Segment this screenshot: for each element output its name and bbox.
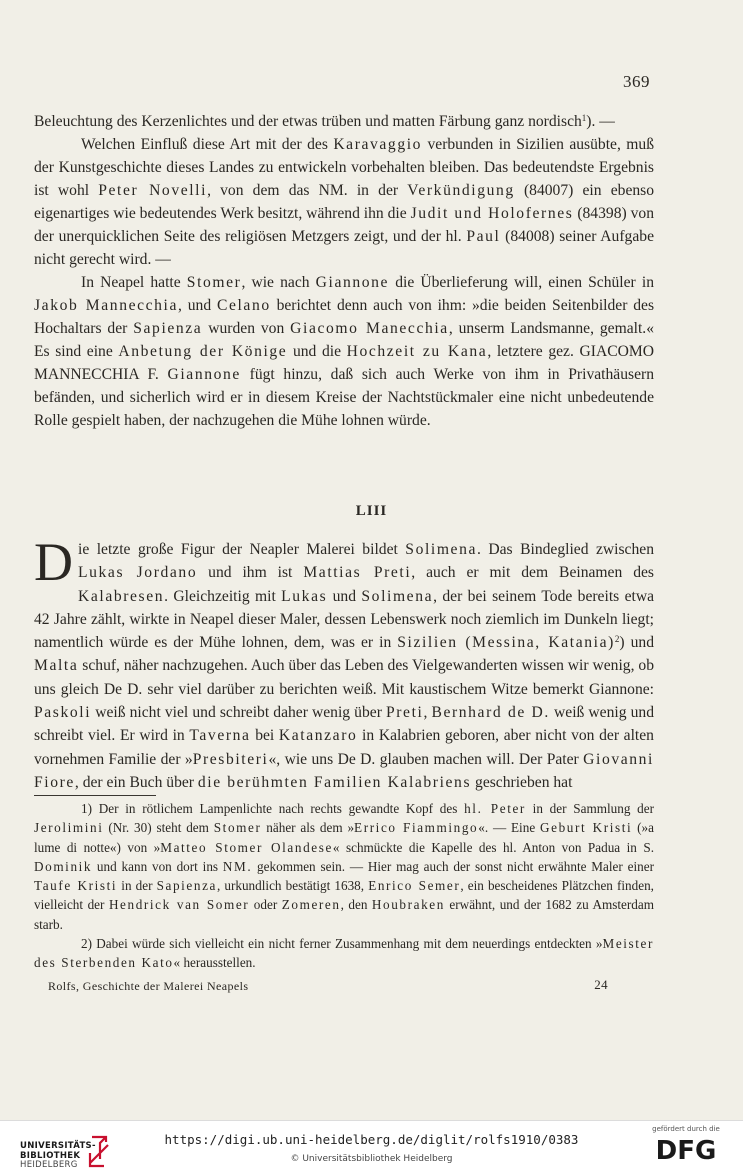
library-name-line2: BIBLIOTHEK <box>20 1150 81 1161</box>
footnote-ref-2[interactable]: 2 <box>614 634 620 645</box>
section-heading: LIII <box>355 503 388 519</box>
section-text <box>34 532 655 794</box>
paragraph-1: Beleuchtung des Kerzenlichtes und der etwas trüben und matten Färbung ganz nordisch$^1$). — <box>34 113 615 130</box>
signature-mark: 24 <box>594 977 608 992</box>
footnote-ref-1[interactable]: 1 <box>581 113 587 123</box>
drop-cap: D <box>34 532 73 592</box>
permalink-url[interactable]: https://digi.ub.uni-heidelberg.de/diglit/rolfs1910/0383 <box>164 1132 579 1147</box>
viewer-footer-bar <box>0 1120 743 1173</box>
footnotes <box>34 799 654 973</box>
footnote-1: 1) Der in rötlichem Lampenlichte nach rechts gewandte Kopf des hl. Peter in der Sammlung der Jerolimini (Nr. 30) steht dem Stomer näher als dem »Errico Fiammingo«. — Eine Geburt Kristi (»a lume di notte«) von »Matteo Stomer Olandese« schmückte die Kapelle des hl. Anton von Padua in S. Dominik und kann von dort ins NM. gekommen sein. — Hier mag auch der sonst nicht erwähnte Maler einer Taufe Kristi in der Sapienza, urkundlich bestätigt 1638, Enrico Semer, ein bescheidenes Plätzchen finden, vielleicht der Hendrick van Somer oder Zomeren, den Houbraken erwähnt, und der 1682 zu Amsterdam starb. <box>34 801 654 932</box>
funder-logo[interactable] <box>641 1125 731 1163</box>
section-paragraph: Die letzte große Figur der Neapler Malerei bildet Solimena. Das Bindeglied zwischen Lukas Jordano und ihm ist Mattias Preti, auch er mit dem Beinamen des Kalabresen. Gleichzeitig mit Lukas und Solimena, der bei seinem Tode bereits etwa 42 Jahre zählt, wirkte in Neapel dieser Maler, dessen Lebenswerk noch ziemlich im Dunkeln liegt; namentlich würde es der Mühe lohnen, dem, was er in Sizilien (Messina, Katania)$^2$) und Malta schuf, näher nachzugehen. Auch über das Leben des Vielgewanderten wissen wir wenig, ob uns gleich De D. sehr viel darüber zu berichten weiß. Mit kaustischem Witze bemerkt Giannone: Paskoli weiß nicht viel und schreibt daher wenig über Preti, Bernhard de D. weiß wenig und schreibt viel. Er wird in Taverna bei Katanzaro in Kalabrien geboren, aber nicht von der alten vornehmen Familie der »Presbiteri«, wie uns De D. glauben machen will. Der Pater Giovanni Fiore, der ein Buch über die berühmten Familien Kalabriens geschrieben hat <box>34 532 655 791</box>
funder-note: gefördert durch die <box>652 1125 720 1133</box>
paragraph-2: Welchen Einfluß diese Art mit der des Karavaggio verbunden in Sizilien ausübte, muß der Kunstgeschichte dieses Landes zu entwickeln vorbehalten bleiben. Das bedeutendste Ergebnis ist wohl Peter Novelli, von dem das NM. in der Verkündigung (84007) ein ebenso eigenartiges wie bedeutendes Werk besitzt, während ihn die Judit und Holofernes (84398) von der unerquicklichen Seite des religiösen Metzgers zeigt, und der hl. Paul (84008) seiner Aufgabe nicht gerecht wird. — <box>34 136 655 268</box>
library-name-line1: UNIVERSITÄTS- <box>20 1141 96 1151</box>
page-footer <box>48 979 608 994</box>
paragraph-3: In Neapel hatte Stomer, wie nach Giannone die Überlieferung will, einen Schüler in Jakob Mannecchia, und Celano berichtet denn auch von ihm: »die beiden Seitenbilder des Hochaltars der Sapienza wurden von Giacomo Manecchia, unserm Landsmanne, gemalt.« Es sind eine Anbetung der Könige und die Hochzeit zu Kana, letztere gez. GIACOMO MANNECCHIA F. Giannone fügt hinzu, daß sich auch Werke von ihm in Privathäusern befänden, und sicherlich wird er in diesem Kreise der Nachtstückmaler eine nicht unbedeutende Rolle gespielt haben, der nachzugehen die Mühe lohnen würde. <box>34 274 655 429</box>
copyright-notice: © Universitätsbibliothek Heidelberg <box>290 1154 453 1164</box>
footnote-2: 2) Dabei würde sich vielleicht ein nicht ferner Zusammenhang mit dem neuerdings entdeckten »Meister des Sterbenden Kato« herausstellen. <box>34 936 654 971</box>
library-name-line3: HEIDELBERG <box>20 1160 78 1170</box>
main-text <box>34 110 654 432</box>
funder-name: DFG <box>655 1136 717 1163</box>
running-title: Rolfs, Geschichte der Malerei Neapels <box>48 979 249 993</box>
page-number: 369 <box>623 72 650 91</box>
footnote-divider <box>34 795 156 796</box>
dfg-logo-icon <box>649 1135 723 1163</box>
